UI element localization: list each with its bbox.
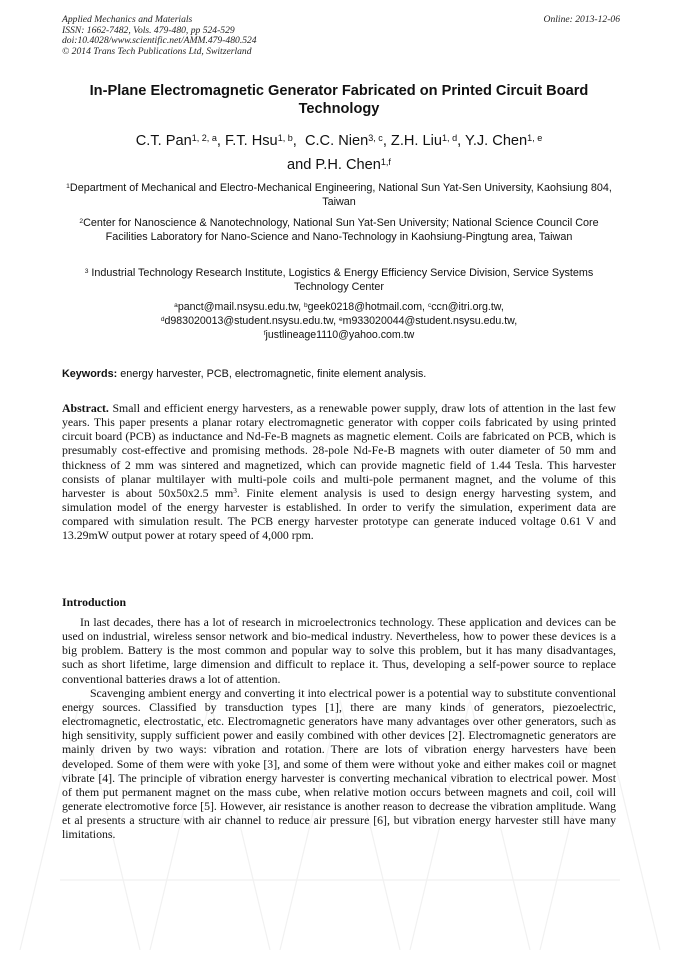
- keywords-text: energy harvester, PCB, electromagnetic, finite element analysis.: [117, 368, 427, 380]
- affiliation-number: 2: [79, 218, 84, 225]
- abstract-text: . Finite element analysis is used to design energy harvesting system, and simulation model of the energy harvester is established. In order to verify the simulation, experiment data are compared with simulation result. The PCB energy harvester prototype can generate induced voltage 0.61 V and 13.29mW output power at rotary speed of 4,000 rpm.: [62, 485, 616, 543]
- author-name: Z.H. Liu: [390, 133, 443, 149]
- author-list: [62, 129, 616, 177]
- author-name: and P.H. Chen: [287, 157, 381, 173]
- author-name: C.T. Pan: [135, 133, 192, 149]
- email-link[interactable]: m933020044@student.nsysu.edu.tw,: [342, 315, 518, 327]
- affiliation-2: [62, 216, 616, 244]
- email-link[interactable]: justlineage1110@yahoo.com.tw: [265, 329, 415, 341]
- paper-title: In-Plane Electromagnetic Generator Fabricated on Printed Circuit Board Technology: [89, 83, 589, 117]
- affiliation-text: Center for Nanoscience & Nanotechnology, National Sun Yat-Sen University; National Science Council Core Facilities Laboratory for Nano-Science and Nano-Technology in Kaohsiung-Pingtung area, Taiwan: [83, 217, 599, 244]
- author-affiliation-marker: 1, 2, a: [191, 132, 217, 143]
- email-line-2: [62, 314, 616, 328]
- online-date: Online: 2013-12-06: [543, 14, 620, 25]
- email-marker: f: [263, 330, 266, 338]
- introduction-body: [62, 615, 616, 842]
- affiliation-text: Industrial Technology Research Institute, Logistics & Energy Efficiency Service Division, Service Systems Technology Center: [88, 267, 597, 294]
- author-affiliation-marker: 1, e: [527, 132, 543, 143]
- affiliation-text: Department of Mechanical and Electro-Mechanical Engineering, National Sun Yat-Sen University, Kaohsiung 804, Taiwan: [69, 182, 612, 209]
- abstract-superscript: 3: [233, 486, 237, 496]
- author-name: C.C. Nien: [304, 133, 369, 149]
- email-link[interactable]: d983020013@student.nsysu.edu.tw,: [164, 315, 339, 327]
- author-affiliation-marker: 1,f: [380, 156, 391, 167]
- author-affiliation-marker: 3, c: [368, 132, 383, 143]
- author-affiliation-marker: 1, d: [442, 132, 458, 143]
- section-heading-introduction: Introduction: [62, 595, 127, 609]
- email-line-1: [62, 300, 616, 314]
- affiliation-number: 3: [84, 268, 89, 275]
- abstract: [62, 401, 616, 543]
- author-name: Y.J. Chen: [464, 133, 528, 149]
- doi-line: doi:10.4028/www.scientific.net/AMM.479-480.524: [62, 35, 257, 47]
- abstract-text: Small and efficient energy harvesters, as a renewable power supply, draw lots of attention in the last few years. This paper presents a planar rotary electromagnetic generator with copper coils fabricated by using printed circuit board (PCB) as inductance and Nd-Fe-B magnets as magnetic element. Coils are fabricated on PCB, which is presumably cost-effective and promising methods. 28-pole Nd-Fe-B magnets with outer diameter of 50 mm and thickness of 2 mm was sintered and magnetized, which can provide magnetic field of 1.44 Tesla. This harvester consists of planar multilayer with multi-pole coils and multi-pole permanent magnet, and the volume of this harvester is about 50x50x2.5 mm: [62, 401, 616, 500]
- email-list: [62, 300, 616, 342]
- journal-name: Applied Mechanics and Materials: [62, 14, 193, 25]
- email-marker: c: [427, 302, 432, 310]
- author-separator: ,: [216, 133, 225, 149]
- email-marker: e: [339, 316, 343, 324]
- author-separator: ,: [457, 133, 465, 149]
- author-line-1: [62, 129, 616, 153]
- affiliation-1: [62, 181, 616, 209]
- affiliation-number: 1: [66, 183, 70, 190]
- email-link[interactable]: panct@mail.nsysu.edu.tw,: [177, 301, 304, 313]
- abstract-label: Abstract.: [62, 401, 109, 415]
- author-separator: ,: [382, 133, 391, 149]
- email-line-3: [62, 328, 616, 342]
- journal-header: [62, 15, 620, 57]
- paragraph: Scavenging ambient energy and converting it into electrical power is a potential way to substitute conventional energy sources. Classified by transduction types [1], there are many kinds of generators, piezoelectric, electromagnetic, electrostatic, etc. Electromagnetic generators have many advantages over other generators, such as high sensitivity, supply sufficient power and easily combined with other devices [2]. Electromagnetic generators are mainly driven by two ways: vibration and rotation. There are lots of vibration energy harvesters have been developed. Some of them were with yoke [3], and some of them were without yoke and either makes coil or magnet vibrate [4]. The principle of vibration energy harvester is converting mechanical vibration to electrical power. Most of them put permanent magnet on the mass cube, when relative motion occurs between magnets and coil, coil will generate electromotive force [5]. However, air resistance is another reason to decrease the vibration amplitude. Wang et al presents a structure with air channel to reduce air pressure [6], but vibration energy harvester still have many limitations.: [62, 685, 616, 842]
- email-marker: b: [304, 302, 308, 310]
- issn-line: ISSN: 1662-7482, Vols. 479-480, pp 524-529: [62, 24, 235, 36]
- email-marker: d: [160, 316, 165, 324]
- keywords: [62, 367, 616, 381]
- author-line-2: [62, 153, 616, 177]
- email-marker: a: [174, 302, 178, 310]
- author-name: F.T. Hsu: [224, 133, 278, 149]
- keywords-label: Keywords:: [62, 368, 118, 380]
- author-separator: ,: [292, 133, 305, 149]
- author-affiliation-marker: 1, b: [277, 132, 293, 143]
- copyright-line: © 2014 Trans Tech Publications Ltd, Switzerland: [62, 45, 252, 57]
- paragraph: In last decades, there has a lot of research in microelectronics technology. These application and devices can be used on industrial, wireless sensor network and bio-medical industry. Nevertheless, how to power these devices is a big problem. Battery is the most common and popular way to solve this problem, but it has many disadvantages, such as short lifetime, large dimension and difficult to replace it. Thus, developing a self-power source to replace conventional batteries draws a lot of attention.: [62, 615, 616, 686]
- affiliation-3: [62, 266, 616, 294]
- email-link[interactable]: geek0218@hotmail.com,: [307, 301, 428, 313]
- email-link[interactable]: ccn@itri.org.tw,: [431, 301, 504, 313]
